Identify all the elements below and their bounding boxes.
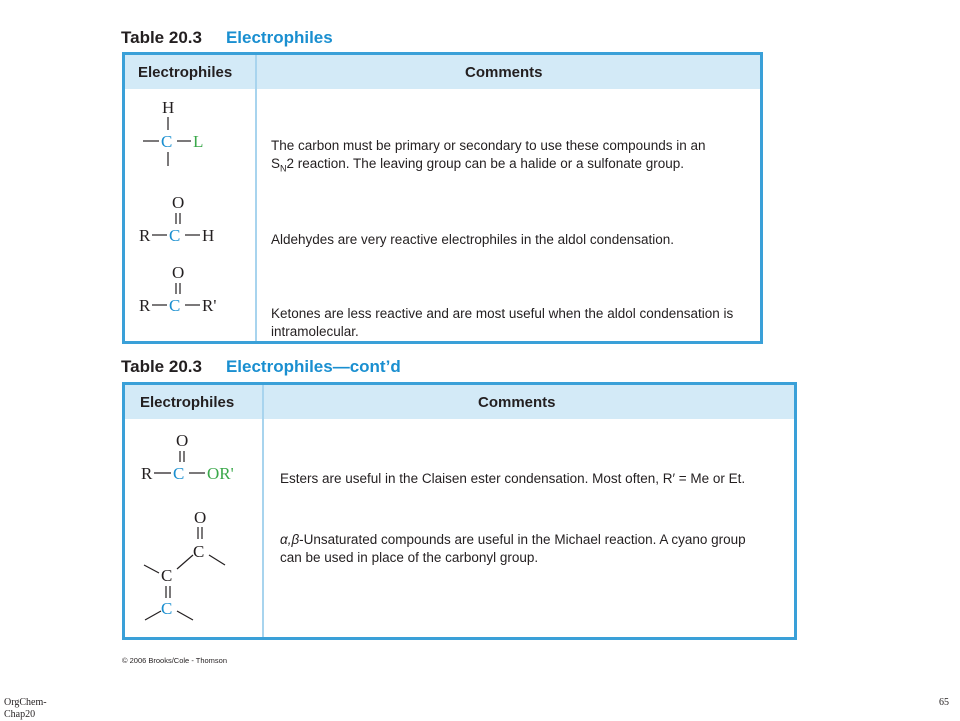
table2-header xyxy=(125,385,794,419)
table1-title-number: Table 20.3 xyxy=(121,28,202,47)
table1-row3-comment: Ketones are less reactive and are most useful when the aldol condensation is intramolecular. xyxy=(271,306,734,339)
table2-header-comments: Comments xyxy=(478,394,556,411)
table1-title xyxy=(121,28,333,48)
comment-line: 2 reaction. The leaving group can be a halide or a sulfonate group. xyxy=(286,156,685,171)
table2-row1-comment: Esters are useful in the Claisen ester condensation. Most often, R′ = Me or Et. xyxy=(280,471,746,486)
atom-c: C xyxy=(161,132,173,151)
alkyl-halide-structure xyxy=(137,93,237,173)
atom-r: R xyxy=(139,226,151,245)
ketone-structure xyxy=(137,261,237,321)
atom-r: R xyxy=(141,464,153,483)
table2-title-name: Electrophiles—cont’d xyxy=(225,357,401,376)
table2-column-divider xyxy=(262,385,264,637)
atom-c-carbonyl: C xyxy=(193,542,205,561)
table1-header-electrophiles: Electrophiles xyxy=(138,64,233,81)
atom-o: O xyxy=(194,508,207,527)
footer-chapter: OrgChem-Chap20 xyxy=(4,697,47,720)
table1-row1-comment xyxy=(271,137,751,173)
comment-sub-n: N xyxy=(280,163,287,174)
table1-header xyxy=(125,55,760,89)
atom-c: C xyxy=(173,464,185,483)
table2-header-electrophiles: Electrophiles xyxy=(140,394,235,411)
ester-structure xyxy=(139,429,259,489)
copyright: © 2006 Brooks/Cole - Thomson xyxy=(122,656,228,665)
table2-title xyxy=(121,357,401,377)
footer-page-number: 65 xyxy=(939,697,949,708)
table2-title-number: Table 20.3 xyxy=(121,357,202,376)
aldehyde-structure xyxy=(137,191,237,251)
atom-l: L xyxy=(193,132,204,151)
table1-row2-comment: Aldehydes are very reactive electrophiles in the aldol condensation. xyxy=(271,232,674,247)
atom-h: H xyxy=(162,98,175,117)
table1-header-comments: Comments xyxy=(465,64,543,81)
comment-line: The carbon must be primary or secondary to use these compounds in an xyxy=(271,138,706,153)
unsaturated-carbonyl-structure xyxy=(139,507,249,627)
table2-row2-comment xyxy=(280,531,770,567)
atom-r: R xyxy=(139,296,151,315)
atom-or-prime: OR' xyxy=(207,464,234,483)
atom-o: O xyxy=(172,263,185,282)
atom-h: H xyxy=(202,226,215,245)
atom-r-prime: R' xyxy=(202,296,217,315)
atom-c-alpha: C xyxy=(161,566,173,585)
table1-title-name: Electrophiles xyxy=(225,28,333,47)
table1-column-divider xyxy=(255,55,257,341)
comment-text: -Unsaturated compounds are useful in the Michael reaction. A cyano group can be used in place of the carbonyl group. xyxy=(280,532,746,565)
atom-c-beta: C xyxy=(161,599,173,618)
atom-c: C xyxy=(169,226,181,245)
atom-o: O xyxy=(172,193,185,212)
atom-c: C xyxy=(169,296,181,315)
table1 xyxy=(122,52,763,344)
alpha-beta-prefix: α,β xyxy=(280,532,300,547)
table2 xyxy=(122,382,797,640)
atom-o: O xyxy=(176,431,189,450)
comment-s: S xyxy=(271,156,281,171)
